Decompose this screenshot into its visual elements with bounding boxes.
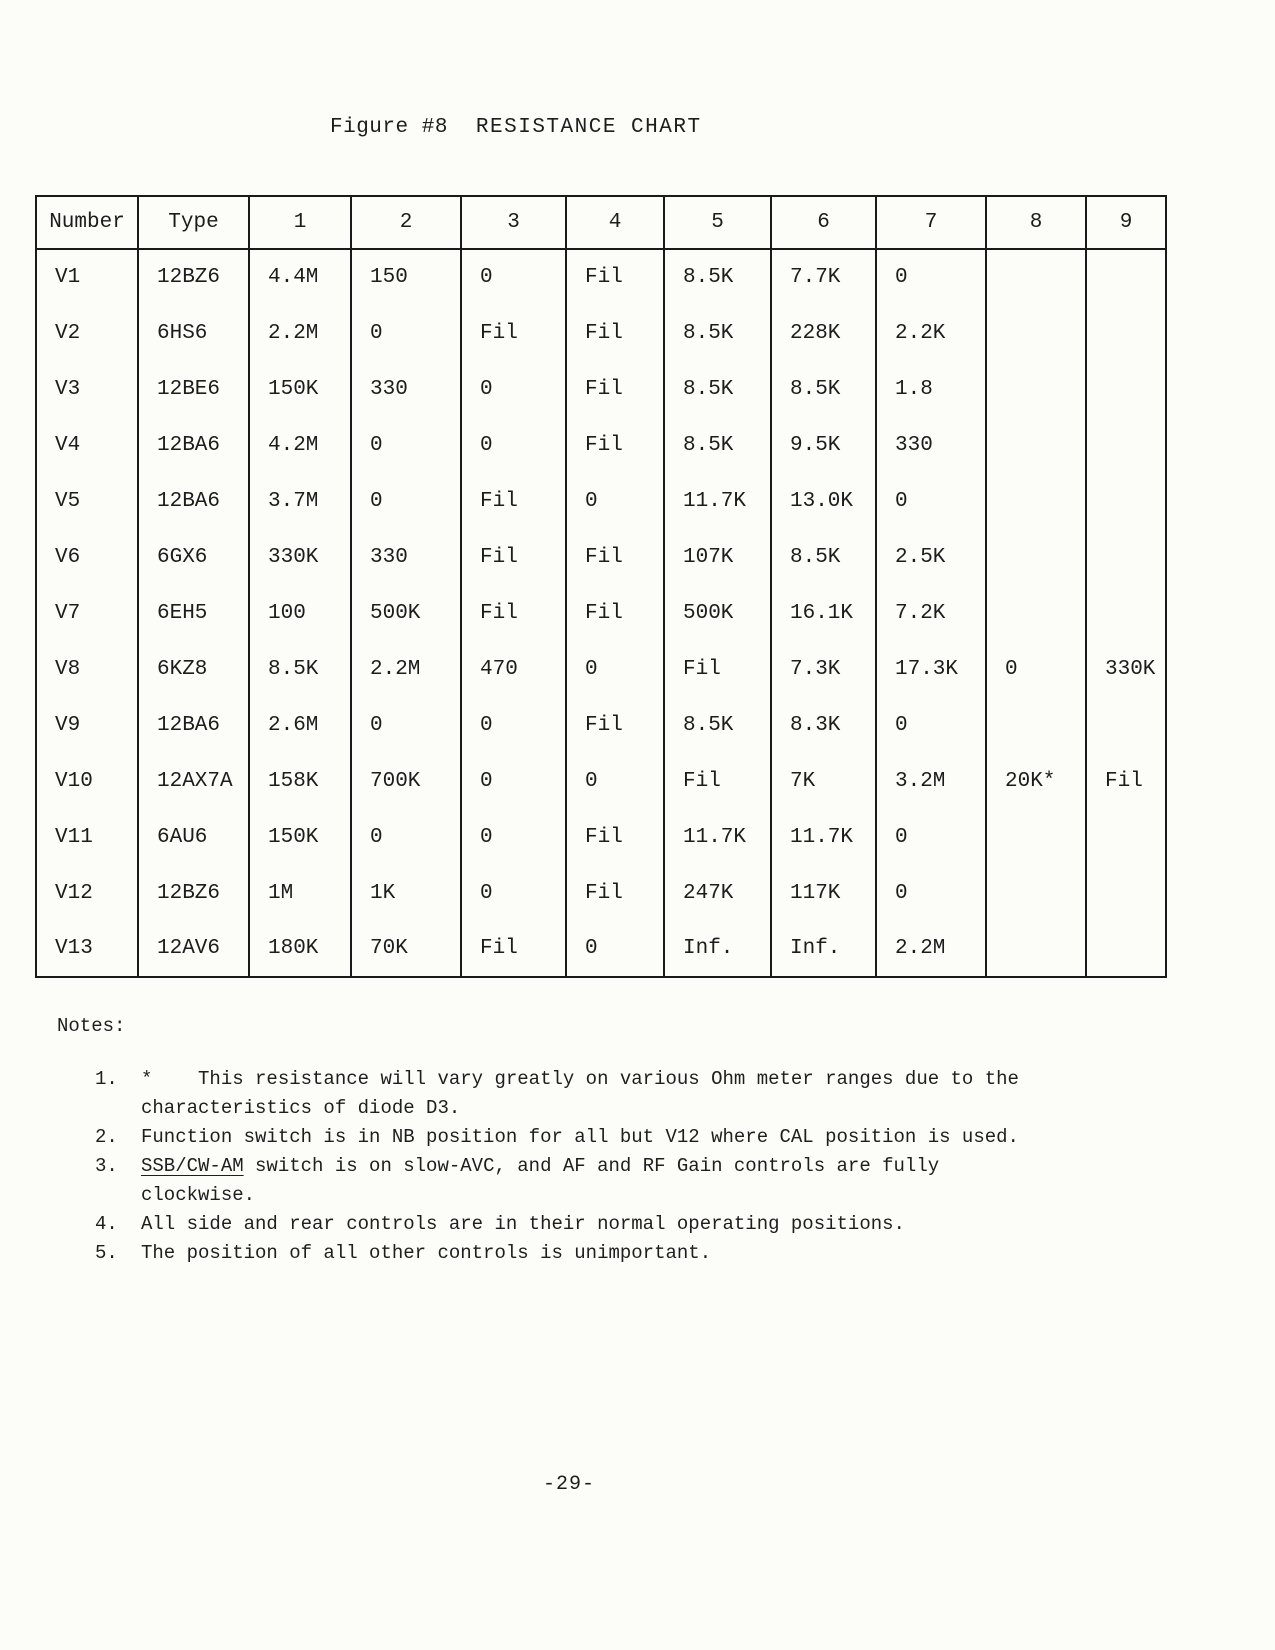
resistance-cell: 2.2M (876, 921, 986, 977)
resistance-cell: 330 (351, 361, 461, 417)
resistance-cell: Fil (566, 865, 664, 921)
resistance-cell (1086, 361, 1166, 417)
notes-section (57, 1012, 1051, 1268)
column-header: Type (138, 196, 249, 249)
note-number: 2. (95, 1126, 118, 1148)
table-row (36, 809, 1166, 865)
table-row (36, 921, 1166, 977)
tube-type-cell: 12AV6 (138, 921, 249, 977)
resistance-cell: Fil (461, 921, 566, 977)
note-text: SSB/CW-AM switch is on slow-AVC, and AF and RF Gain controls are fully clockwise. (141, 1155, 951, 1206)
tube-number-cell: V7 (55, 601, 81, 625)
column-header: 9 (1086, 196, 1166, 249)
resistance-cell (986, 585, 1086, 641)
resistance-cell (1086, 529, 1166, 585)
resistance-cell: 8.5K (664, 417, 771, 473)
resistance-cell: 330 (876, 417, 986, 473)
resistance-cell (1086, 809, 1166, 865)
table-header (36, 196, 1166, 249)
resistance-chart-table (35, 195, 1167, 978)
resistance-cell: Fil (566, 417, 664, 473)
resistance-cell: Fil (1086, 753, 1166, 809)
resistance-cell: Fil (566, 697, 664, 753)
resistance-cell: 0 (351, 809, 461, 865)
resistance-cell: 0 (566, 473, 664, 529)
column-header: Number (36, 196, 138, 249)
resistance-cell: 4.2M (249, 417, 351, 473)
tube-type-cell: 6GX6 (138, 529, 249, 585)
tube-number-cell: V9 (55, 713, 81, 737)
resistance-cell: 180K (249, 921, 351, 977)
resistance-cell (1086, 417, 1166, 473)
table-row (36, 641, 1166, 697)
resistance-cell: 1M (249, 865, 351, 921)
resistance-cell: 20K* (986, 753, 1086, 809)
resistance-cell: 107K (664, 529, 771, 585)
resistance-cell: 16.1K (771, 585, 876, 641)
resistance-cell (1086, 921, 1166, 977)
resistance-cell: 330 (351, 529, 461, 585)
tube-type-cell: 6KZ8 (138, 641, 249, 697)
resistance-cell: 247K (664, 865, 771, 921)
note-text: The position of all other controls is unimportant. (141, 1242, 712, 1264)
resistance-cell: 0 (351, 473, 461, 529)
resistance-cell (986, 305, 1086, 361)
tube-number-cell: V3 (55, 377, 81, 401)
resistance-cell: 150 (351, 249, 461, 305)
note-number: 4. (95, 1213, 118, 1235)
notes-heading: Notes: (57, 1015, 126, 1037)
resistance-cell: 0 (876, 697, 986, 753)
resistance-cell (986, 473, 1086, 529)
resistance-cell: 0 (461, 809, 566, 865)
resistance-cell: 0 (566, 921, 664, 977)
resistance-cell: 330K (1086, 641, 1166, 697)
note-item (57, 1239, 1051, 1268)
resistance-cell: 0 (566, 641, 664, 697)
resistance-cell: 1K (351, 865, 461, 921)
tube-type-cell: 12BE6 (138, 361, 249, 417)
tube-number-cell: V8 (55, 657, 81, 681)
resistance-cell: 8.5K (664, 697, 771, 753)
resistance-cell: 0 (351, 305, 461, 361)
note-number: 5. (95, 1242, 118, 1264)
resistance-cell: 7.2K (876, 585, 986, 641)
table-row (36, 305, 1166, 361)
resistance-cell: 8.5K (664, 249, 771, 305)
resistance-cell: 0 (461, 249, 566, 305)
resistance-cell: Fil (461, 305, 566, 361)
resistance-cell (986, 697, 1086, 753)
resistance-cell: Fil (461, 529, 566, 585)
resistance-cell: 0 (876, 809, 986, 865)
resistance-cell: 100 (249, 585, 351, 641)
resistance-cell: 0 (461, 417, 566, 473)
note-text: * This resistance will vary greatly on various Ohm meter ranges due to the characteristics of diode D3. (141, 1068, 1031, 1119)
resistance-cell: Inf. (664, 921, 771, 977)
tube-type-cell: 12BA6 (138, 697, 249, 753)
resistance-cell: 2.2K (876, 305, 986, 361)
resistance-cell: 150K (249, 809, 351, 865)
resistance-cell: 2.5K (876, 529, 986, 585)
resistance-cell (986, 921, 1086, 977)
resistance-cell: 150K (249, 361, 351, 417)
resistance-cell (1086, 473, 1166, 529)
resistance-cell (986, 361, 1086, 417)
note-item (57, 1152, 1051, 1210)
resistance-cell: 700K (351, 753, 461, 809)
table-row (36, 249, 1166, 305)
tube-number-cell: V6 (55, 545, 81, 569)
tube-type-cell: 6HS6 (138, 305, 249, 361)
tube-type-cell: 6EH5 (138, 585, 249, 641)
resistance-cell: 228K (771, 305, 876, 361)
resistance-cell: 11.7K (771, 809, 876, 865)
resistance-cell: 500K (664, 585, 771, 641)
resistance-cell (986, 809, 1086, 865)
resistance-cell: 470 (461, 641, 566, 697)
table-row (36, 361, 1166, 417)
note-item (57, 1123, 1051, 1152)
column-header: 3 (461, 196, 566, 249)
resistance-cell: 0 (461, 753, 566, 809)
table-row (36, 865, 1166, 921)
tube-number-cell: V10 (55, 769, 93, 793)
resistance-cell: 8.5K (771, 361, 876, 417)
table-row (36, 529, 1166, 585)
notes-list (57, 1065, 1051, 1268)
resistance-cell: 8.5K (664, 305, 771, 361)
page-title: RESISTANCE CHART (475, 116, 702, 139)
figure-title (330, 116, 702, 139)
resistance-cell: 13.0K (771, 473, 876, 529)
resistance-cell: 7.3K (771, 641, 876, 697)
column-header: 8 (986, 196, 1086, 249)
note-number: 1. (95, 1068, 118, 1090)
resistance-cell (986, 529, 1086, 585)
column-header: 5 (664, 196, 771, 249)
tube-number-cell: V4 (55, 433, 81, 457)
tube-number-cell: V1 (55, 266, 81, 289)
note-number: 3. (95, 1155, 118, 1177)
note-text: Function switch is in NB position for all but V12 where CAL position is used. (141, 1126, 1019, 1148)
resistance-cell: 117K (771, 865, 876, 921)
resistance-cell: 500K (351, 585, 461, 641)
page-number: -29- (543, 1473, 596, 1496)
resistance-cell: Fil (461, 473, 566, 529)
tube-type-cell: 6AU6 (138, 809, 249, 865)
tube-number-cell: V12 (55, 881, 93, 905)
tube-number-cell: V2 (55, 321, 81, 345)
resistance-cell: 0 (986, 641, 1086, 697)
resistance-cell: 158K (249, 753, 351, 809)
column-header: 2 (351, 196, 461, 249)
figure-label: Figure #8 (330, 116, 448, 139)
column-header: 4 (566, 196, 664, 249)
resistance-cell: 3.7M (249, 473, 351, 529)
tube-type-cell: 12BA6 (138, 417, 249, 473)
tube-number-cell: V5 (55, 489, 81, 513)
table-row (36, 417, 1166, 473)
resistance-cell: Fil (566, 305, 664, 361)
resistance-cell: Fil (461, 585, 566, 641)
resistance-cell: 2.2M (249, 305, 351, 361)
resistance-cell: 8.3K (771, 697, 876, 753)
resistance-cell: 1.8 (876, 361, 986, 417)
resistance-cell: 0 (566, 753, 664, 809)
tube-type-cell: 12BA6 (138, 473, 249, 529)
resistance-cell: 0 (461, 865, 566, 921)
table-row (36, 697, 1166, 753)
resistance-cell: 0 (461, 697, 566, 753)
resistance-cell (986, 417, 1086, 473)
column-header: 6 (771, 196, 876, 249)
resistance-cell: 11.7K (664, 809, 771, 865)
table-row (36, 473, 1166, 529)
tube-type-cell: 12AX7A (138, 753, 249, 809)
note-item (57, 1210, 1051, 1239)
resistance-cell: 0 (876, 249, 986, 305)
resistance-cell: 8.5K (249, 641, 351, 697)
resistance-cell: 2.2M (351, 641, 461, 697)
note-item (57, 1065, 1051, 1123)
resistance-cell: 0 (351, 417, 461, 473)
column-header: 1 (249, 196, 351, 249)
resistance-cell: 2.6M (249, 697, 351, 753)
table-row (36, 753, 1166, 809)
resistance-cell (986, 249, 1086, 305)
resistance-cell: Fil (664, 641, 771, 697)
tube-type-cell: 12BZ6 (138, 249, 249, 305)
resistance-cell: 11.7K (664, 473, 771, 529)
tube-number-cell: V11 (55, 825, 93, 849)
resistance-cell: Fil (566, 529, 664, 585)
resistance-cell: Fil (566, 585, 664, 641)
resistance-cell: Fil (566, 249, 664, 305)
table-header-row (36, 196, 1166, 249)
resistance-cell: 4.4M (249, 249, 351, 305)
table-body (36, 249, 1166, 977)
resistance-cell: Fil (664, 753, 771, 809)
resistance-cell: Inf. (771, 921, 876, 977)
resistance-cell (1086, 249, 1166, 305)
resistance-cell: Fil (566, 361, 664, 417)
table-row (36, 585, 1166, 641)
note-text: All side and rear controls are in their normal operating positions. (141, 1213, 905, 1235)
resistance-cell: 330K (249, 529, 351, 585)
resistance-cell: 17.3K (876, 641, 986, 697)
resistance-cell: 0 (876, 473, 986, 529)
resistance-cell: 3.2M (876, 753, 986, 809)
tube-number-cell: V13 (55, 937, 93, 960)
resistance-cell: 0 (351, 697, 461, 753)
resistance-cell (1086, 585, 1166, 641)
resistance-cell: Fil (566, 809, 664, 865)
resistance-cell: 9.5K (771, 417, 876, 473)
resistance-cell: 7.7K (771, 249, 876, 305)
resistance-cell (1086, 865, 1166, 921)
resistance-cell: 0 (461, 361, 566, 417)
tube-type-cell: 12BZ6 (138, 865, 249, 921)
column-header: 7 (876, 196, 986, 249)
resistance-cell (1086, 697, 1166, 753)
resistance-cell (1086, 305, 1166, 361)
resistance-cell: 8.5K (771, 529, 876, 585)
resistance-cell (986, 865, 1086, 921)
resistance-cell: 7K (771, 753, 876, 809)
resistance-cell: 0 (876, 865, 986, 921)
resistance-cell: 70K (351, 921, 461, 977)
resistance-cell: 8.5K (664, 361, 771, 417)
